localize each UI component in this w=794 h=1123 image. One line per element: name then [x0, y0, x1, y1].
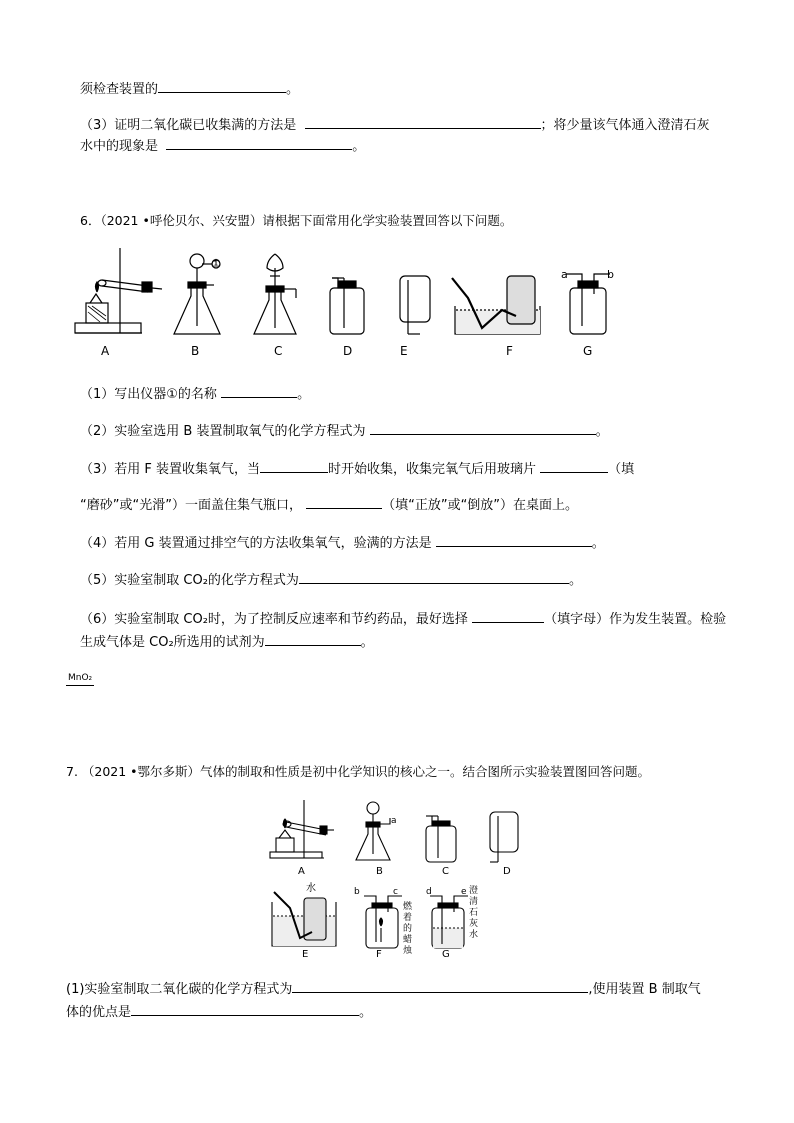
q6-sub6-cont — [80, 633, 374, 652]
answer-blank[interactable] — [166, 137, 352, 150]
punct: 。 — [595, 424, 609, 439]
q7-sub1-cont — [66, 1003, 372, 1022]
water-label: 水 — [306, 883, 316, 894]
q6-title: 6．（2021 •呼伦贝尔、兴安盟）请根据下面常用化学实验装置回答以下问题。 — [80, 213, 513, 228]
answer-blank[interactable] — [299, 571, 569, 584]
apparatus-a-icon — [270, 800, 334, 858]
answer-blank[interactable] — [436, 534, 592, 547]
mno2-annotation: MnO₂ — [66, 672, 94, 686]
q7-sub1 — [66, 980, 701, 999]
apparatus-e-icon — [400, 276, 430, 334]
limewater-label: 澄清石灰水 — [469, 886, 479, 940]
q5-line2 — [80, 116, 710, 135]
answer-blank[interactable] — [260, 460, 328, 473]
answer-blank[interactable] — [540, 460, 608, 473]
punct: 。 — [360, 635, 374, 650]
q5-text: 须检查装置的 — [80, 82, 159, 97]
punct: 。 — [591, 536, 605, 551]
q6-text: （5）实验室制取 CO₂的化学方程式为 — [80, 573, 299, 588]
q6-text: （填字母）作为发生装置。检验 — [544, 612, 727, 627]
q6-sub1 — [80, 385, 310, 404]
apparatus-f-icon — [364, 896, 402, 948]
q6-text: （2）实验室选用 B 装置制取氧气的化学方程式为 — [80, 424, 366, 439]
apparatus-b-icon — [356, 802, 390, 860]
apparatus-c-icon — [254, 254, 296, 334]
answer-blank[interactable] — [306, 496, 382, 509]
q5-text: ；将少量该气体通入澄清石灰 — [540, 118, 710, 133]
answer-blank[interactable] — [305, 116, 541, 129]
apparatus-c-icon — [426, 816, 456, 862]
q7-text: (1)实验室制取二氧化碳的化学方程式为 — [66, 982, 293, 997]
port-c-label: c — [393, 887, 398, 897]
q7-text: 体的优点是 — [66, 1005, 132, 1020]
fig-label-g: G — [583, 344, 593, 358]
port-a-label: a — [561, 268, 568, 281]
fig-label-c: C — [274, 344, 283, 358]
fig-label-b: B — [191, 344, 200, 358]
answer-blank[interactable] — [131, 1003, 359, 1016]
port-a-label: a — [391, 816, 397, 826]
answer-blank[interactable] — [472, 610, 544, 623]
answer-blank[interactable] — [265, 633, 361, 646]
apparatus-g-icon — [566, 274, 610, 334]
fig-label-a: A — [101, 344, 110, 358]
answer-blank[interactable] — [158, 80, 286, 93]
candle-label: 燃着的蜡烛 — [403, 902, 413, 956]
fig-label-b: B — [376, 866, 383, 877]
q5-text: （3）证明二氧化碳已收集满的方法是 — [80, 118, 297, 133]
port-b-label: b — [607, 268, 614, 281]
q6-text: （6）实验室制取 CO₂时，为了控制反应速率和节约药品，最好选择 — [80, 612, 468, 627]
punct: 。 — [297, 387, 311, 402]
answer-blank[interactable] — [370, 422, 596, 435]
port-e-label: e — [461, 887, 467, 897]
q6-text: （1）写出仪器①的名称 — [80, 387, 217, 402]
answer-blank[interactable] — [221, 385, 297, 398]
q6-text: 时开始收集，收集完氧气后用玻璃片 — [328, 462, 537, 477]
apparatus-d-icon — [330, 278, 364, 334]
q6-sub4 — [80, 534, 605, 553]
fig-label-d: D — [503, 866, 511, 877]
port-b-label: b — [354, 887, 360, 897]
q6-sub2 — [80, 422, 609, 441]
fig-label-e: E — [302, 949, 309, 960]
q5-line1 — [80, 80, 299, 99]
fig-label-e: E — [400, 344, 408, 358]
punct: 。 — [568, 573, 582, 588]
fig-label-d: D — [343, 344, 353, 358]
q6-text: （填“正放”或“倒放”）在桌面上。 — [382, 498, 579, 513]
fig-label-f: F — [376, 949, 382, 960]
q6-text: （3）若用 F 装置收集氧气，当 — [80, 462, 261, 477]
q5-line3 — [80, 137, 365, 156]
marker-1-label: ① — [211, 257, 221, 270]
apparatus-e-icon — [272, 892, 336, 946]
q6-sub6 — [80, 610, 726, 629]
apparatus-f-icon — [452, 276, 540, 334]
fig-label-g: G — [442, 949, 450, 960]
punct: 。 — [359, 1005, 373, 1020]
answer-blank[interactable] — [292, 980, 588, 993]
q6-text: 生成气体是 CO₂所选用的试剂为 — [80, 635, 265, 650]
q6-sub3 — [80, 460, 634, 479]
punct: 。 — [286, 82, 300, 97]
fig-label-c: C — [442, 866, 449, 877]
q5-text: 水中的现象是 — [80, 139, 159, 154]
q6-text: （4）若用 G 装置通过排空气的方法收集氧气，验满的方法是 — [80, 536, 432, 551]
fig-label-a: A — [298, 866, 305, 877]
q7-text: ,使用装置 B 制取气 — [588, 982, 701, 997]
q6-text: （填 — [608, 462, 635, 477]
fig-label-f: F — [506, 344, 513, 358]
q6-sub3-cont — [80, 496, 578, 515]
q7-title: 7. （2021 •鄂尔多斯）气体的制取和性质是初中化学知识的核心之一。结合图所示实验装置图回答问题。 — [66, 764, 651, 779]
punct: 。 — [352, 139, 366, 154]
apparatus-g-icon — [430, 896, 468, 948]
apparatus-a-icon — [75, 248, 162, 333]
q6-sub5 — [80, 571, 582, 590]
apparatus-d-icon — [490, 812, 518, 862]
port-d-label: d — [426, 887, 432, 897]
q6-text: “磨砂”或“光滑”）一面盖住集气瓶口， — [80, 498, 302, 513]
